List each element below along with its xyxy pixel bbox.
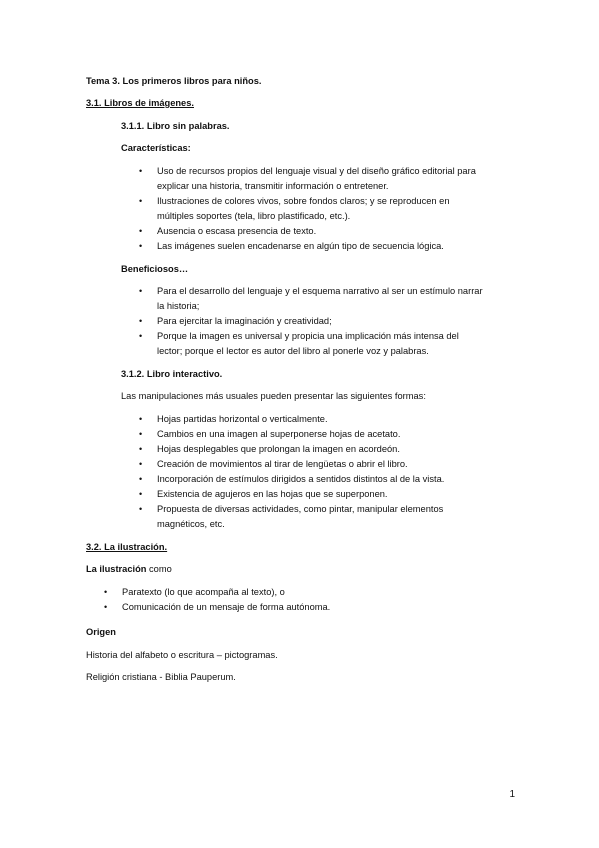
origen-label: Origen [86,627,116,637]
origen-line: Religión cristiana - Biblia Pauperum. [86,672,236,682]
page-number: 1 [509,789,515,800]
list-bullet: • [139,429,143,439]
list-bullet: • [139,444,143,454]
list-bullet: • [104,602,108,612]
list-bullet: • [139,459,143,469]
list-item: Uso de recursos propios del lenguaje visual y del diseño gráfico editorial para [157,166,476,176]
list-bullet: • [139,286,143,296]
list-bullet: • [104,587,108,597]
list-bullet: • [139,226,143,236]
ilustracion-term: La ilustración [86,564,147,574]
ilustracion-definition-rest: como [146,564,172,574]
list-item: Para el desarrollo del lenguaje y el esquema narrativo al ser un estímulo narrar [157,286,483,296]
list-item-continuation: la historia; [157,301,200,311]
section-3-2-heading: 3.2. La ilustración. [86,542,168,552]
list-bullet: • [139,489,143,499]
origen-line: Historia del alfabeto o escritura – pictogramas. [86,650,278,660]
list-item-continuation: múltiples soportes (tela, libro plastificado, etc.). [157,211,351,221]
list-bullet: • [139,474,143,484]
beneficiosos-label: Beneficiosos… [121,264,189,274]
list-item: Ausencia o escasa presencia de texto. [157,226,317,236]
list-item: Las imágenes suelen encadenarse en algún tipo de secuencia lógica. [157,241,444,251]
interactivo-intro: Las manipulaciones más usuales pueden presentar las siguientes formas: [121,391,426,401]
list-item: Comunicación de un mensaje de forma autónoma. [122,602,331,612]
document-title: Tema 3. Los primeros libros para niños. [86,76,262,86]
list-item-continuation: magnéticos, etc. [157,519,225,529]
caracteristicas-label: Características: [121,143,191,153]
list-item-continuation: lector; porque el lector es autor del libro al ponerle voz y palabras. [157,346,429,356]
list-item: Ilustraciones de colores vivos, sobre fondos claros; y se reproducen en [157,196,450,206]
list-item: Hojas partidas horizontal o verticalmente. [157,414,328,424]
list-bullet: • [139,196,143,206]
list-item-continuation: explicar una historia, transmitir información o entretener. [157,181,389,191]
list-item: Incorporación de estímulos dirigidos a sentidos distintos al de la vista. [157,474,445,484]
list-bullet: • [139,331,143,341]
ilustracion-definition [86,563,172,575]
section-3-1-heading: 3.1. Libros de imágenes. [86,98,194,108]
list-item: Existencia de agujeros en las hojas que se superponen. [157,489,388,499]
list-bullet: • [139,241,143,251]
list-bullet: • [139,166,143,176]
list-bullet: • [139,316,143,326]
list-bullet: • [139,504,143,514]
list-bullet: • [139,414,143,424]
list-item: Propuesta de diversas actividades, como pintar, manipular elementos [157,504,444,514]
list-item: Hojas desplegables que prolongan la imagen en acordeón. [157,444,400,454]
list-item: Para ejercitar la imaginación y creatividad; [157,316,332,326]
section-3-1-1-heading: 3.1.1. Libro sin palabras. [121,121,230,131]
list-item: Paratexto (lo que acompaña al texto), o [122,587,285,597]
list-item: Porque la imagen es universal y propicia una implicación más intensa del [157,331,459,341]
list-item: Creación de movimientos al tirar de lengüetas o abrir el libro. [157,459,408,469]
list-item: Cambios en una imagen al superponerse hojas de acetato. [157,429,401,439]
section-3-1-2-heading: 3.1.2. Libro interactivo. [121,369,223,379]
